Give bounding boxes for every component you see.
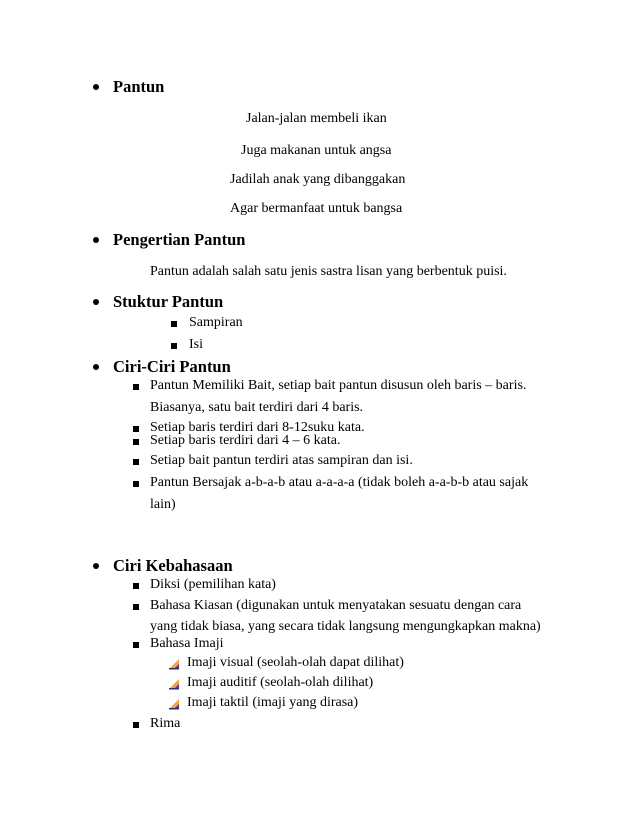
- pen-bullet-icon: [168, 658, 180, 670]
- ciri-item-3: Setiap baris terdiri dari 4 – 6 kata.: [150, 433, 341, 448]
- imaji-item-auditif: Imaji auditif (seolah-olah dilihat): [187, 675, 374, 690]
- pantun-line-2: Juga makanan untuk angsa: [241, 143, 392, 158]
- heading-pengertian: Pengertian Pantun: [113, 230, 246, 249]
- imaji-item-visual: Imaji visual (seolah-olah dapat dilihat): [187, 655, 404, 670]
- heading-struktur: Stuktur Pantun: [113, 292, 224, 311]
- struktur-item-sampiran: Sampiran: [189, 315, 243, 330]
- pen-bullet-icon: [168, 678, 180, 690]
- ciri-item-5-cont: lain): [150, 497, 176, 512]
- ciri-item-1: Pantun Memiliki Bait, setiap bait pantun disusun oleh baris – baris.: [150, 378, 527, 393]
- bullet-square-icon: [133, 722, 139, 728]
- bullet-square-icon: [133, 439, 139, 445]
- ciri-item-2: Setiap baris terdiri dari 8-12suku kata.: [150, 420, 365, 435]
- kebahasaan-item-rima: Rima: [150, 716, 181, 731]
- bullet-square-icon: [133, 384, 139, 390]
- kebahasaan-item-imaji: Bahasa Imaji: [150, 636, 224, 651]
- kebahasaan-item-diksi: Diksi (pemilihan kata): [150, 577, 276, 592]
- imaji-item-taktil: Imaji taktil (imaji yang dirasa): [187, 695, 359, 710]
- ciri-item-5: Pantun Bersajak a-b-a-b atau a-a-a-a (tidak boleh a-a-b-b atau sajak: [150, 475, 529, 490]
- struktur-item-isi: Isi: [189, 337, 203, 352]
- bullet-square-icon: [133, 583, 139, 589]
- bullet-dot-icon: [93, 563, 99, 569]
- bullet-square-icon: [171, 321, 177, 327]
- bullet-square-icon: [133, 459, 139, 465]
- pantun-line-3: Jadilah anak yang dibanggakan: [230, 172, 406, 187]
- bullet-square-icon: [133, 481, 139, 487]
- ciri-item-4: Setiap bait pantun terdiri atas sampiran dan isi.: [150, 453, 413, 468]
- pantun-line-1: Jalan-jalan membeli ikan: [246, 111, 387, 126]
- heading-pantun: Pantun: [113, 77, 165, 96]
- kebahasaan-item-kiasan: Bahasa Kiasan (digunakan untuk menyatakan sesuatu dengan cara: [150, 598, 522, 613]
- bullet-square-icon: [133, 604, 139, 610]
- bullet-square-icon: [133, 426, 139, 432]
- bullet-dot-icon: [93, 84, 99, 90]
- pengertian-text: Pantun adalah salah satu jenis sastra lisan yang berbentuk puisi.: [150, 264, 507, 279]
- bullet-square-icon: [171, 343, 177, 349]
- bullet-dot-icon: [93, 364, 99, 370]
- pen-bullet-icon: [168, 698, 180, 710]
- ciri-item-1-cont: Biasanya, satu bait terdiri dari 4 baris.: [150, 400, 364, 415]
- pantun-line-4: Agar bermanfaat untuk bangsa: [230, 201, 403, 216]
- heading-ciri: Ciri-Ciri Pantun: [113, 357, 231, 376]
- kebahasaan-item-kiasan-cont: yang tidak biasa, yang secara tidak langsung mengungkapkan makna): [150, 619, 541, 634]
- bullet-dot-icon: [93, 237, 99, 243]
- heading-kebahasaan: Ciri Kebahasaan: [113, 556, 233, 575]
- bullet-square-icon: [133, 642, 139, 648]
- bullet-dot-icon: [93, 299, 99, 305]
